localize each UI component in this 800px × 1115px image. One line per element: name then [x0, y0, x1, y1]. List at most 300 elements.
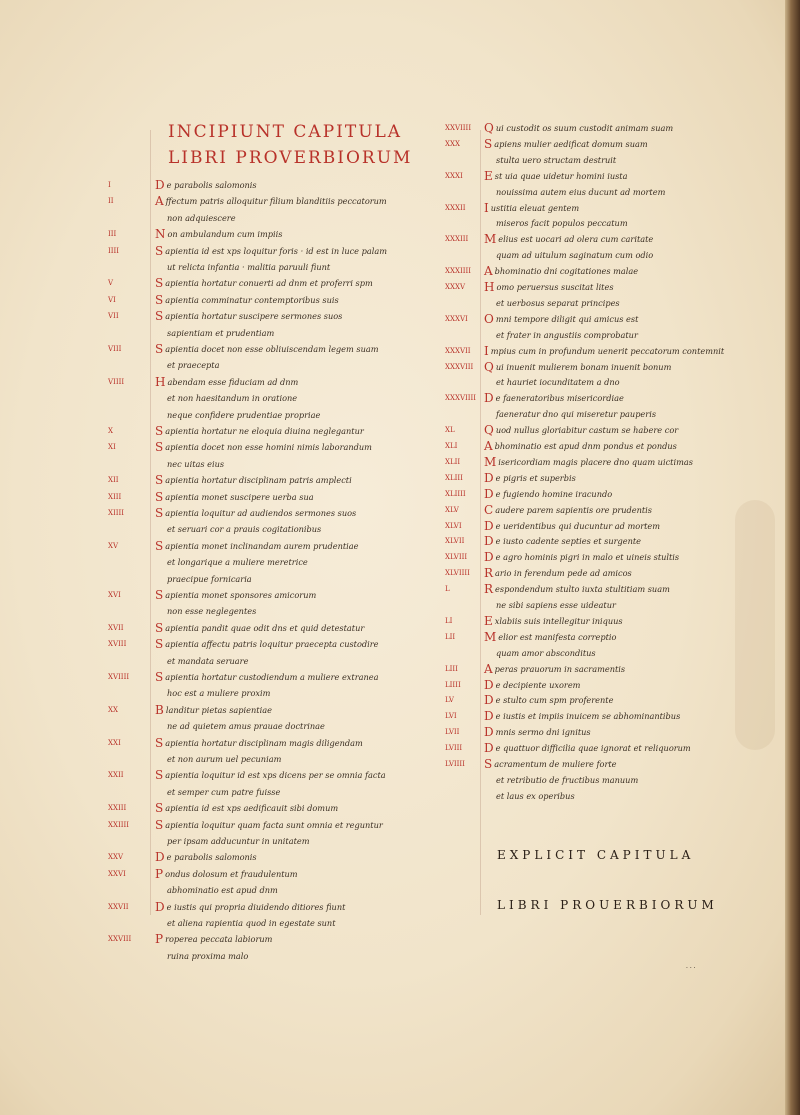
rubric-initial: N: [155, 227, 166, 242]
chapter-text: e iustis qui propria diuidendo ditiores fiunt: [166, 901, 346, 912]
rubric-initial: S: [155, 473, 164, 488]
chapter-number: XXXII: [445, 203, 466, 212]
explicit-line2: LIBRI PROUERBIORUM: [497, 898, 718, 912]
chapter-line: [155, 227, 283, 242]
chapter-text: hoc est a muliere proxim: [167, 688, 271, 699]
chapter-number: XXX: [445, 139, 460, 148]
rubric-initial: S: [155, 309, 164, 324]
chapter-line: [155, 932, 273, 947]
chapter-number: XXIII: [108, 804, 127, 813]
rubric-initial: R: [484, 566, 494, 581]
chapter-line: [484, 725, 591, 740]
chapter-number: VIII: [108, 345, 122, 353]
rubric-initial: D: [484, 518, 494, 533]
chapter-line: [155, 538, 359, 553]
chapter-text: apientia hortatur conuerti ad dnm et proferri spm: [165, 278, 373, 289]
chapter-line: [496, 648, 596, 658]
rubric-initial: R: [484, 582, 494, 597]
chapter-text: apientia hortatur disciplinam magis diligendam: [165, 737, 363, 748]
chapter-line: [167, 393, 297, 403]
chapter-text: omo peruersus suscitat lites: [496, 282, 614, 292]
chapter-number: XLVIII: [445, 553, 468, 562]
chapter-text: et non haesitandum in oratione: [167, 393, 298, 404]
chapter-text: neque confidere prudentiae propriae: [167, 409, 321, 420]
chapter-text: apientia hortatur suscipere sermones suos: [165, 311, 343, 322]
chapter-number: XVI: [108, 591, 121, 599]
chapter-number: XLVI: [445, 521, 462, 530]
chapter-number: XXXVI: [445, 314, 468, 323]
chapter-line: [155, 374, 299, 389]
chapter-line: [155, 276, 373, 291]
chapter-line: [167, 574, 252, 584]
chapter-text: apientia affectu patris loquitur praecepta custodire: [165, 639, 379, 650]
chapter-number: VII: [108, 312, 119, 321]
chapter-text: apientia id est xps aedificauit sibi domum: [165, 803, 339, 814]
chapter-text: non esse neglegentes: [167, 606, 257, 617]
chapter-number: XXXIII: [445, 235, 469, 244]
rubric-initial: S: [155, 276, 164, 291]
chapter-number: XII: [108, 476, 119, 485]
chapter-number: VIIII: [108, 377, 125, 386]
chapter-line: [167, 459, 224, 469]
chapter-text: peras prauorum in sacramentis: [494, 663, 626, 674]
chapter-text: bhominatio dni cogitationes malae: [494, 266, 639, 277]
chapter-line: [496, 187, 665, 197]
chapter-line: [496, 409, 656, 419]
chapter-line: [155, 508, 356, 518]
chapter-line: [484, 454, 693, 469]
chapter-text: et mandata seruare: [167, 655, 249, 666]
chapter-text: e iusto cadente septies et surgente: [495, 536, 642, 547]
chapter-text: et praecepta: [167, 360, 220, 371]
chapter-number: I: [108, 181, 111, 189]
chapter-line: [167, 524, 321, 534]
chapter-line: [484, 693, 614, 708]
rubric-initial: A: [484, 661, 493, 676]
chapter-number: XXXVIII: [445, 362, 474, 371]
rubric-initial: Q: [484, 121, 494, 135]
chapter-text: e parabolis salomonis: [166, 180, 257, 190]
rubric-initial: S: [155, 243, 164, 258]
chapter-line: [484, 534, 642, 549]
chapter-line: [484, 677, 581, 692]
chapter-line: [155, 801, 339, 816]
chapter-number: VI: [108, 295, 116, 304]
chapter-text: ne sibi sapiens esse uideatur: [496, 600, 616, 610]
incipit-title-line2: LIBRI PROVERBIORUM: [168, 148, 413, 168]
chapter-line: [496, 600, 616, 610]
chapter-text: nouissima autem eius ducunt ad mortem: [496, 186, 666, 197]
chapter-line: [484, 123, 673, 133]
chapter-line: [155, 637, 379, 652]
chapter-line: [155, 850, 257, 865]
chapter-line: [484, 359, 672, 374]
chapter-line: [155, 768, 386, 783]
chapter-text: et seruari cor a prauis cogitationibus: [167, 524, 322, 535]
rubric-initial: S: [155, 670, 164, 684]
chapter-number: LVIII: [445, 744, 463, 753]
punctuation-dots: · · ·: [686, 965, 696, 972]
chapter-number: V: [108, 279, 114, 288]
chapter-line: [496, 155, 616, 165]
chapter-line: [484, 566, 632, 581]
chapter-line: [484, 391, 624, 406]
chapter-line: [484, 613, 623, 628]
chapter-number: XXV: [108, 853, 124, 862]
chapter-number: XLVII: [445, 537, 465, 546]
chapter-line: [155, 440, 372, 455]
rubric-initial: D: [484, 534, 494, 549]
chapter-text: et laus ex operibus: [496, 790, 575, 801]
chapter-line: [496, 250, 653, 260]
chapter-text: miseros facit populos peccatum: [496, 218, 628, 229]
rubric-initial: C: [484, 502, 494, 517]
chapter-text: quam ad uitulum saginatum cum odio: [496, 250, 654, 261]
chapter-number: LIIII: [445, 680, 461, 689]
chapter-number: XLIIII: [445, 489, 466, 498]
chapter-text: elior est manifesta correptio: [498, 631, 617, 642]
rubric-initial: E: [484, 168, 493, 183]
chapter-line: [155, 899, 346, 914]
chapter-text: st uia quae uidetur homini iusta: [494, 170, 628, 181]
chapter-text: apientia loquitur quam facta sunt omnia et reguntur: [165, 819, 383, 830]
chapter-number: XXXVIIII: [445, 394, 477, 403]
explicit-line1: EXPLICIT CAPITULA: [497, 848, 695, 862]
chapter-number: IIII: [108, 246, 120, 255]
chapter-text: ruina proxima malo: [167, 950, 249, 961]
chapter-text: espondendum stulto iuxta stultitiam suam: [495, 584, 670, 595]
chapter-line: [167, 688, 270, 698]
chapter-line: [484, 550, 680, 565]
chapter-text: ustitia eleuat gentem: [490, 202, 580, 213]
rubric-initial: D: [484, 391, 494, 406]
chapter-text: e ueridentibus qui ducuntur ad mortem: [495, 520, 661, 531]
chapter-line: [155, 590, 316, 600]
rubric-initial: S: [155, 588, 164, 602]
chapter-line: [496, 775, 638, 785]
chapter-line: [167, 213, 236, 223]
chapter-text: ui inuenit mulierem bonam inuenit bonum: [495, 361, 672, 372]
chapter-number: X: [108, 427, 113, 435]
chapter-line: [155, 672, 379, 682]
chapter-line: [167, 557, 308, 567]
chapter-number: XXVII: [108, 902, 129, 911]
chapter-line: [155, 473, 352, 488]
chapter-line: [155, 620, 365, 635]
chapter-line: [484, 709, 681, 724]
rubric-initial: P: [155, 866, 164, 881]
chapter-line: [484, 759, 617, 769]
chapter-line: [496, 330, 638, 340]
chapter-text: apientia docet non esse obliuiscendam legem suam: [165, 344, 379, 354]
rubric-initial: S: [155, 292, 164, 307]
rubric-initial: S: [484, 136, 493, 151]
rubric-initial: I: [484, 200, 489, 215]
rubric-initial: D: [484, 741, 494, 756]
rubric-initial: S: [155, 506, 164, 520]
chapter-number: XXXV: [445, 283, 466, 291]
chapter-text: et retributio de fructibus manuum: [496, 774, 639, 785]
chapter-number: XLIII: [445, 473, 463, 482]
rubric-initial: S: [155, 768, 164, 783]
chapter-text: e iustis et impiis inuicem se abhominantibus: [495, 711, 681, 722]
rubric-initial: D: [155, 178, 165, 192]
chapter-number: L: [445, 585, 450, 594]
rubric-initial: D: [484, 486, 494, 501]
chapter-line: [496, 298, 620, 308]
chapter-text: et frater in angustiis comprobatur: [496, 329, 638, 340]
chapter-line: [167, 410, 320, 420]
ruling-line-left: [150, 130, 151, 915]
chapter-number: XVIII: [108, 640, 127, 649]
chapter-number: XXI: [108, 738, 121, 747]
rubric-initial: D: [484, 725, 494, 740]
chapter-number: LIII: [445, 664, 458, 673]
chapter-line: [484, 282, 614, 292]
chapter-line: [167, 328, 274, 338]
chapter-line: [167, 360, 219, 370]
chapter-number: XV: [108, 541, 119, 550]
chapter-number: XXII: [108, 771, 124, 780]
chapter-number: LI: [445, 616, 453, 625]
chapter-line: [496, 377, 620, 387]
chapter-text: mpius cum in profundum uenerit peccatorum contemnit: [490, 345, 725, 356]
rubric-initial: S: [155, 440, 164, 455]
book-spine: [785, 0, 800, 1115]
chapter-text: e agro hominis pigri in malo et uineis stultis: [495, 552, 680, 563]
chapter-text: apientia monet suscipere uerba sua: [165, 491, 314, 502]
rubric-initial: S: [155, 538, 164, 553]
chapter-text: uod nullus gloriabitur castum se habere cor: [495, 425, 679, 436]
chapter-text: apientia loquitur ad audiendos sermones suos: [165, 508, 357, 518]
rubric-initial: D: [484, 470, 494, 485]
chapter-line: [155, 735, 363, 750]
chapter-text: nec uitas eius: [167, 458, 225, 469]
chapter-line: [155, 243, 388, 258]
chapter-line: [484, 502, 653, 517]
rubric-initial: S: [484, 757, 493, 771]
chapter-line: [484, 168, 628, 183]
chapter-line: [484, 518, 661, 533]
chapter-number: LVIIII: [445, 760, 465, 768]
chapter-text: acramentum de muliere forte: [494, 759, 617, 769]
rubric-initial: S: [155, 424, 164, 438]
rubric-initial: B: [155, 702, 164, 717]
chapter-text: et non aurum uel pecuniam: [167, 754, 282, 764]
chapter-text: xlabiis suis intellegitur iniquus: [494, 615, 623, 626]
rubric-initial: A: [484, 264, 493, 279]
rubric-initial: S: [155, 801, 164, 816]
chapter-number: LV: [445, 696, 454, 705]
chapter-text: e fugiendo homine iracundo: [495, 488, 613, 499]
chapter-line: [484, 741, 691, 756]
chapter-line: [484, 441, 677, 451]
chapter-number: XXXI: [445, 171, 463, 180]
chapter-line: [484, 200, 580, 215]
rubric-initial: P: [155, 932, 164, 947]
chapter-text: apiens mulier aedificat domum suam: [494, 138, 648, 149]
chapter-line: [484, 311, 639, 326]
chapter-text: et semper cum patre fuisse: [167, 786, 281, 797]
chapter-text: ffectum patris alloquitur filium blanditiis peccatorum: [165, 196, 387, 207]
chapter-text: on ambulandum cum impiis: [167, 229, 283, 240]
chapter-line: [484, 343, 725, 358]
chapter-text: e stulto cum spm proferente: [495, 695, 614, 706]
chapter-line: [155, 292, 339, 307]
rubric-initial: M: [484, 232, 497, 247]
rubric-initial: Q: [484, 359, 494, 374]
chapter-text: apientia hortatur disciplinam patris amplecti: [165, 475, 352, 486]
rubric-initial: S: [155, 735, 164, 750]
chapter-text: praecipue fornicaria: [167, 573, 252, 584]
chapter-line: [484, 629, 617, 644]
rubric-initial: D: [484, 677, 494, 692]
rubric-initial: A: [484, 439, 493, 453]
chapter-text: roperea peccata labiorum: [165, 934, 273, 945]
chapter-text: et longarique a muliere meretrice: [167, 557, 308, 568]
chapter-number: XXVIIII: [445, 124, 472, 132]
rubric-initial: O: [484, 311, 494, 326]
chapter-line: [496, 791, 575, 801]
chapter-line: [167, 656, 248, 666]
chapter-number: XXXVII: [445, 346, 471, 355]
chapter-text: apientia monet sponsores amicorum: [165, 590, 317, 600]
rubric-initial: I: [484, 343, 489, 358]
chapter-number: XLV: [445, 505, 459, 514]
chapter-line: [167, 836, 310, 846]
chapter-text: elius est uocari ad olera cum caritate: [498, 234, 654, 245]
chapter-number: XLI: [445, 442, 458, 450]
rubric-initial: S: [155, 637, 164, 652]
rubric-initial: S: [155, 817, 164, 832]
chapter-text: apientia monet inclinandam aurem prudentiae: [165, 540, 359, 551]
chapter-text: apientia hortatur ne eloquia diuina neglegantur: [165, 426, 364, 436]
chapter-number: XXIIII: [108, 820, 130, 829]
chapter-text: e faeneratoribus misericordiae: [495, 393, 624, 404]
chapter-line: [167, 918, 336, 928]
chapter-text: apientia id est xps loquitur foris · id est in luce palam: [165, 245, 388, 256]
chapter-text: per ipsam adducuntur in unitatem: [167, 836, 310, 846]
chapter-text: quam amor absconditus: [496, 647, 596, 658]
rubric-initial: E: [484, 613, 493, 628]
chapter-text: e quattuor difficilia quae ignorat et reliquorum: [495, 743, 691, 754]
chapter-text: ne ad quietem amus prauae doctrinae: [167, 721, 325, 732]
chapter-line: [167, 951, 248, 961]
chapter-line: [167, 885, 278, 895]
incipit-title-line1: INCIPIUNT CAPITULA: [168, 122, 403, 142]
chapter-line: [484, 661, 626, 676]
chapter-number: XXVIII: [108, 935, 132, 944]
chapter-line: [484, 470, 576, 485]
chapter-line: [155, 309, 343, 324]
chapter-text: et aliena rapientia quod in egestate sunt: [167, 918, 336, 928]
chapter-line: [155, 866, 298, 881]
chapter-line: [155, 344, 379, 354]
chapter-text: ui custodit os suum custodit animam suam: [495, 123, 674, 133]
chapter-text: apientia pandit quae odit dns et quid detestatur: [165, 622, 365, 633]
chapter-number: XVIIII: [108, 673, 130, 681]
rubric-initial: D: [155, 850, 165, 865]
chapter-line: [155, 194, 387, 209]
chapter-line: [155, 489, 314, 504]
parchment-stain: [735, 500, 775, 750]
chapter-text: apientia hortatur custodiendum a muliere extranea: [165, 672, 379, 682]
chapter-text: abhominatio est apud dnm: [167, 885, 278, 896]
chapter-line: [484, 136, 648, 151]
chapter-text: mnis sermo dni ignitus: [495, 727, 591, 738]
chapter-number: XLII: [445, 457, 461, 466]
chapter-line: [155, 426, 364, 436]
chapter-line: [484, 423, 679, 438]
chapter-line: [167, 787, 280, 797]
chapter-text: et hauriet iocunditatem a dno: [496, 377, 620, 388]
chapter-text: isericordiam magis placere dno quam uictimas: [498, 456, 693, 467]
chapter-line: [167, 721, 325, 731]
chapter-line: [484, 486, 613, 501]
chapter-number: XX: [108, 705, 118, 714]
chapter-text: audere parem sapientis ore prudentis: [495, 504, 653, 515]
chapter-text: stulta uero structam destruit: [496, 154, 617, 165]
chapter-number: LVI: [445, 712, 457, 721]
rubric-initial: S: [155, 489, 164, 504]
chapter-text: landitur pietas sapientiae: [165, 704, 272, 715]
chapter-text: abendam esse fiduciam ad dnm: [167, 376, 299, 387]
chapter-number: XL: [445, 426, 455, 435]
chapter-text: e pigris et superbis: [495, 472, 576, 483]
rubric-initial: D: [484, 693, 494, 708]
chapter-text: ario in ferendum pede ad amicos: [495, 568, 632, 579]
chapter-number: XLVIIII: [445, 569, 470, 578]
rubric-initial: H: [484, 280, 495, 294]
chapter-number: LII: [445, 632, 456, 641]
rubric-initial: D: [155, 899, 165, 914]
rubric-initial: S: [155, 620, 164, 635]
chapter-line: [484, 264, 639, 279]
chapter-line: [167, 262, 330, 272]
chapter-line: [155, 817, 383, 832]
chapter-text: sapientiam et prudentiam: [167, 327, 275, 338]
chapter-text: bhominatio est apud dnm pondus et pondus: [494, 441, 677, 451]
chapter-text: et uerbosus separat principes: [496, 297, 620, 308]
chapter-line: [155, 180, 257, 190]
chapter-number: XI: [108, 443, 116, 452]
chapter-text: e parabolis salomonis: [166, 852, 257, 863]
chapter-text: faeneratur dno qui miseretur pauperis: [496, 409, 657, 420]
rubric-initial: A: [155, 194, 164, 209]
chapter-number: XXVI: [108, 869, 126, 878]
rubric-initial: H: [155, 374, 166, 389]
chapter-number: II: [108, 197, 114, 206]
chapter-text: apientia docet non esse homini nimis laborandum: [165, 442, 372, 453]
chapter-line: [484, 232, 654, 247]
chapter-number: LVII: [445, 728, 460, 737]
chapter-line: [167, 754, 281, 764]
chapter-line: [496, 218, 628, 228]
chapter-line: [484, 582, 670, 597]
rubric-initial: M: [484, 629, 497, 644]
chapter-number: XIII: [108, 492, 122, 501]
rubric-initial: D: [484, 709, 494, 724]
rubric-initial: D: [484, 550, 494, 565]
rubric-initial: M: [484, 454, 497, 469]
chapter-text: mni tempore diligit qui amicus est: [495, 313, 639, 324]
rubric-initial: Q: [484, 423, 494, 438]
chapter-number: XXXIIII: [445, 267, 472, 276]
chapter-text: non adquiescere: [167, 212, 236, 223]
chapter-line: [155, 702, 272, 717]
chapter-text: ondus dolosum et fraudulentum: [165, 868, 298, 879]
chapter-text: apientia loquitur id est xps dicens per se omnia facta: [165, 770, 386, 781]
